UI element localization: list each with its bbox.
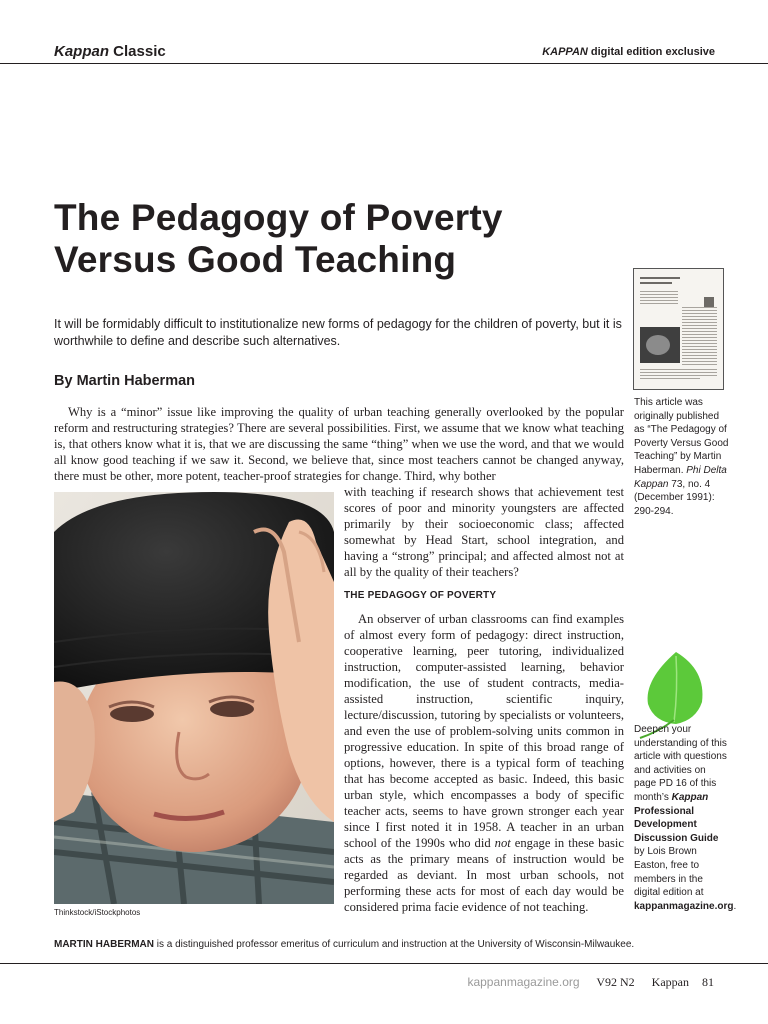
footer-site-link[interactable]: kappanmagazine.org bbox=[467, 975, 580, 989]
header-rule bbox=[0, 63, 768, 64]
footer-volume: V92 N2 bbox=[596, 975, 635, 989]
section-subhead: THE PEDAGOGY OF POVERTY bbox=[344, 590, 497, 601]
kappanmagazine-link[interactable]: kappanmagazine.org bbox=[634, 900, 734, 912]
original-article-thumbnail bbox=[633, 268, 724, 390]
author-bio: MARTIN HABERMAN is a distinguished professor emeritus of curriculum and instruction at the University of Wisconsin-Milwaukee. bbox=[54, 939, 635, 950]
page-footer bbox=[467, 975, 714, 990]
byline: By Martin Haberman bbox=[54, 373, 196, 389]
body-paragraph-1: Why is a “minor” issue like improving the quality of urban teaching generally overlooked by the popular reform and restructuring strategies? There are several possibilities. First, we assume that we know what teaching is, that others know what it is, that we are discussing the same “thing” when we use the word, and that we would all know good teaching if we saw it. Second, we believe that, since most teachers cannot be changed anyway, there must be other, more potent, teacher-proof strategies for change. Third, why bother bbox=[54, 405, 624, 483]
footer-rule bbox=[0, 963, 768, 964]
section-label: Kappan Classic bbox=[54, 43, 166, 60]
article-dek: It will be formidably difficult to institutionalize new forms of pedagogy for the children of poverty, but it is worthwhile to define and describe such alternatives. bbox=[54, 317, 622, 348]
body-paragraph-1-continued: with teaching if research shows that achievement test scores of poor and minority youngsters are affected primarily by their socioeconomic class; affected somewhat by Head Start, school integration, and having a “strong” principal; and affected almost not at all by the quality of their teachers? bbox=[344, 485, 624, 579]
article-title: The Pedagogy of Poverty Versus Good Teaching bbox=[54, 197, 503, 280]
digital-exclusive-label: KAPPAN digital edition exclusive bbox=[542, 46, 715, 58]
boy-covering-ears-photo bbox=[54, 492, 334, 904]
photo-credit: Thinkstock/iStockphotos bbox=[54, 908, 141, 917]
footer-magazine: Kappan bbox=[651, 975, 689, 989]
discussion-guide-note: Deepen your understanding of this article with questions and activities on page PD 16 of this month’s Kappan Professional Development Discussion Guide by Lois Brown Easton, free to members in the digital edition at kappanmagazine.org. bbox=[634, 724, 737, 912]
page-number: 81 bbox=[702, 975, 714, 989]
body-paragraph-2: An observer of urban classrooms can find examples of almost every form of pedagogy: direct instruction, cooperative learning, peer tutoring, individualized instruction, computer-assisted learning, behavior modification, the use of student contracts, media-assisted instruction, scientific inquiry, lecture/discussion, tutoring by specialists or volunteers, and even the use of problem-solving units common in progressive education. In spite of this broad range of options, however, there is a typical form of teaching that has become accepted as basic. Indeed, this basic urban style, which encompasses a body of specific teacher acts, seems to have grown stronger each year since I first noted it in 1958. A teacher in an urban school of the 1990s who did not engage in these basic acts as the primary means of instruction would be regarded as deviant. In most urban schools, not performing these acts for most of each day would be considered prima facie evidence of not teaching. bbox=[344, 612, 624, 914]
original-publication-note: This article was originally published as “The Pedagogy of Poverty Versus Good Teaching” by Martin Haberman. Phi Delta Kappan 73, no. 4 (December 1991): 290-294. bbox=[634, 397, 729, 517]
